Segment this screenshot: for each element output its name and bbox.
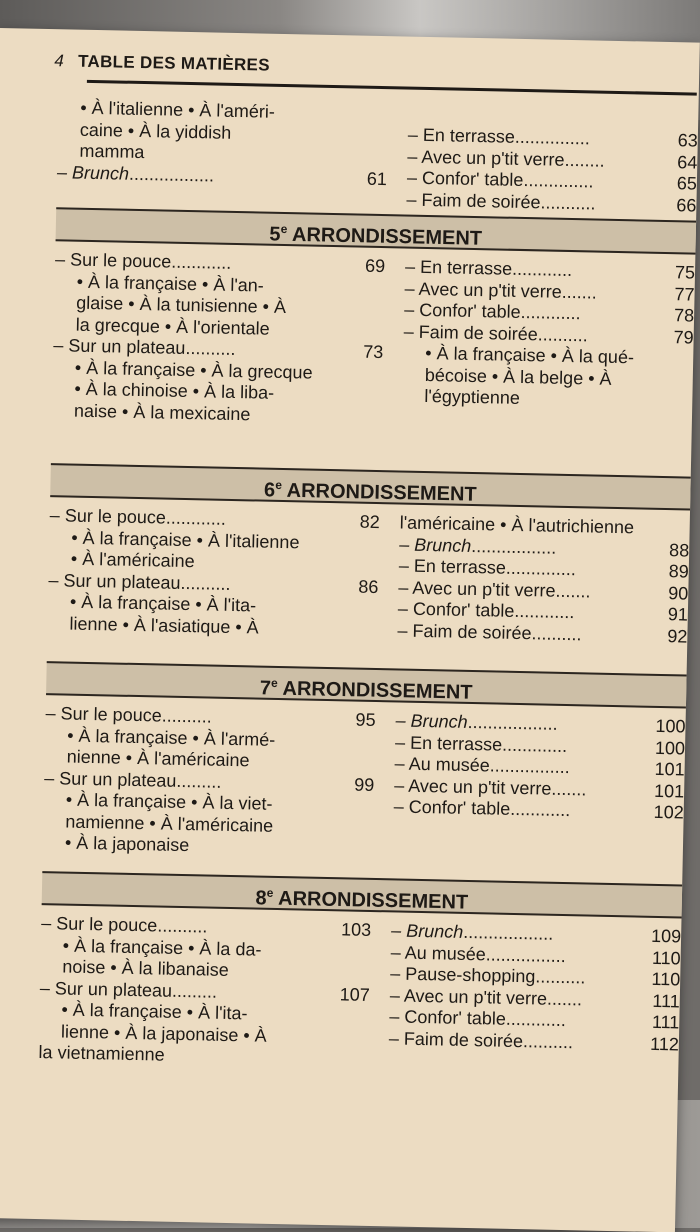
intro-block (56, 97, 699, 216)
toc-entry-label: – Confor' table (403, 299, 521, 322)
cuisine-list-continued: lienne • À la japonaise • À (60, 1020, 267, 1046)
right-column (389, 920, 682, 1055)
toc-page-number: 64 (677, 151, 698, 173)
intro-left-column (57, 97, 389, 190)
left-column (38, 913, 371, 1070)
leader-dots: .......... (535, 966, 586, 988)
toc-entry-label: – En terrasse (407, 124, 516, 147)
leader-dots: .......... (522, 1030, 574, 1052)
toc-entry-label: – Confor' table (397, 598, 515, 621)
toc-page-number: 88 (668, 539, 690, 561)
leader-dots: ............. (501, 734, 568, 756)
section-8e (38, 871, 682, 1101)
section-number-suffix: e (275, 477, 283, 493)
leader-dots: ............ (171, 251, 232, 273)
leader-dots: .......... (185, 337, 236, 359)
cuisine-list: • À l'italienne • À l'améri- (80, 97, 276, 122)
toc-entry-label: – Confor' table (406, 167, 524, 190)
section-number-suffix: e (270, 675, 278, 690)
cuisine-list-continued: • À l'américaine (70, 548, 195, 572)
leader-dots: .......... (161, 705, 212, 727)
leader-dots: ......... (171, 980, 218, 1002)
leader-dots: ............ (520, 301, 581, 324)
cuisine-list-continued: • À la chinoise • À la liba- (74, 378, 275, 403)
toc-entry-label: – Avec un p'tit verre (407, 146, 565, 170)
leader-dots: .......... (180, 572, 231, 594)
book-page (0, 28, 700, 1232)
toc-page-number: 112 (649, 1033, 680, 1054)
toc-page-number: 73 (363, 341, 384, 363)
cuisine-list: • À la française • À la viet- (65, 789, 273, 814)
section-header (46, 661, 687, 708)
toc-page-number: 69 (364, 255, 386, 277)
section-5e (51, 207, 696, 457)
leader-dots: .......... (531, 622, 582, 644)
leader-dots: ....... (555, 580, 591, 601)
toc-page-number: 101 (654, 758, 685, 780)
leader-dots: ......... (176, 770, 222, 792)
toc-page-number: 95 (355, 709, 376, 731)
toc-entry-label: – Au musée (390, 941, 486, 964)
toc-page-number: 103 (340, 919, 372, 940)
leader-dots: ............ (505, 1008, 567, 1031)
cuisine-list-continued: l'américaine • À l'autrichienne (399, 512, 635, 538)
leader-dots: ............ (510, 798, 571, 821)
toc-entry-label: – Brunch (390, 920, 464, 942)
cuisine-list-continued: naise • À la mexicaine (73, 400, 251, 424)
toc-page-number: 89 (668, 561, 689, 582)
toc-page-number: 101 (653, 780, 685, 801)
cuisine-list: • À la française • À l'armé- (66, 725, 276, 750)
leader-dots: ....... (551, 778, 587, 799)
toc-entry-label: – Sur un plateau (53, 335, 186, 358)
toc-entry-label: – Brunch (395, 710, 468, 732)
toc-entry-label: – En terrasse (404, 256, 513, 279)
toc-page-number: 86 (358, 576, 379, 597)
toc-entry-label: – Confor' table (393, 796, 511, 819)
toc-entry-label: – Faim de soirée (388, 1027, 524, 1051)
cuisine-list-continued: nienne • À l'américaine (66, 746, 250, 771)
toc-page-number: 99 (354, 774, 375, 795)
cuisine-list: • À la française • À l'italienne (71, 527, 300, 552)
toc-page-number: 102 (653, 801, 684, 823)
cuisine-list-continued: bécoise • À la belge • À (424, 364, 612, 389)
section-6e (47, 463, 690, 648)
left-column (43, 703, 376, 860)
toc-entry-label: – Sur le pouce (54, 249, 172, 272)
leader-dots: ............ (511, 258, 573, 281)
section-header (50, 463, 691, 510)
cuisine-list-continued: lienne • À l'asiatique • À (69, 613, 259, 638)
toc-entry-label: – Au musée (394, 753, 490, 776)
leader-dots: ........... (540, 191, 596, 214)
leader-dots: ................. (471, 535, 557, 558)
page-title: TABLE DES MATIÈRES (77, 51, 271, 75)
toc-entry-label: – Sur le pouce (45, 703, 162, 726)
cuisine-list-continued: la vietnamienne (38, 1042, 165, 1065)
leader-dots: ............ (165, 507, 227, 529)
cuisine-list: • À la française • À la da- (62, 935, 262, 960)
toc-entry-label: – Avec un p'tit verre (404, 278, 563, 302)
cuisine-list-continued: namienne • À l'américaine (65, 811, 274, 836)
right-column (402, 257, 695, 414)
toc-entry-label: – En terrasse (398, 555, 507, 578)
cuisine-list-continued: • À la japonaise (64, 832, 190, 856)
leader-dots: ................ (489, 755, 570, 778)
toc-entry-label: – Avec un p'tit verre (389, 984, 548, 1009)
intro-right-column (406, 125, 698, 217)
leader-dots: .......... (537, 323, 588, 345)
toc-entry-label: – Pause-shopping (390, 963, 536, 987)
leader-dots: ........ (564, 149, 605, 171)
cuisine-list: • À la française • À la grecque (74, 357, 313, 383)
cuisine-list-continued: caine • À la yiddish (79, 119, 232, 143)
toc-entry-label: – Faim de soirée (397, 619, 532, 643)
leader-dots: .............. (523, 169, 594, 192)
cuisine-list-continued: la grecque • À l'orientale (75, 314, 270, 339)
left-column (52, 249, 386, 428)
toc-page-number: 61 (366, 168, 388, 189)
toc-entry-label: – Brunch (56, 161, 130, 184)
section-title: ARRONDISSEMENT (277, 677, 473, 704)
toc-page-number: 107 (339, 983, 371, 1005)
toc-entry-label: – Confor' table (389, 1006, 507, 1029)
section-title: ARRONDISSEMENT (273, 887, 469, 914)
page-number: 4 (54, 51, 65, 71)
cuisine-list-continued: noise • À la libanaise (62, 956, 229, 980)
toc-page-number: 90 (668, 582, 689, 604)
leader-dots: .................. (467, 711, 558, 734)
section-number: 7 (259, 677, 272, 700)
cuisine-list: • À la française • À l'ita- (61, 999, 248, 1024)
toc-entry-label: – Sur le pouce (49, 505, 167, 528)
leader-dots: .......... (157, 915, 208, 937)
toc-page-number: 100 (654, 737, 686, 759)
toc-page-number: 82 (359, 511, 380, 533)
leader-dots: ....... (561, 281, 598, 303)
cuisine-list-continued: mamma (79, 140, 145, 163)
cuisine-list: • À la française • À la qué- (425, 342, 635, 368)
toc-entry-label: – En terrasse (394, 731, 503, 755)
section-number-suffix: e (266, 885, 274, 900)
toc-page-number: 100 (655, 715, 686, 737)
section-title: ARRONDISSEMENT (286, 223, 483, 250)
toc-page-number: 111 (651, 1011, 680, 1033)
leader-dots: ............ (514, 600, 575, 623)
toc-entry-label: – Brunch (399, 533, 472, 556)
toc-page-number: 78 (673, 305, 695, 326)
section-number: 5 (269, 223, 281, 246)
toc-entry-label: – Faim de soirée (403, 321, 538, 344)
section-number: 6 (263, 479, 276, 502)
toc-page-number: 79 (673, 326, 694, 348)
toc-page-number: 109 (650, 925, 682, 947)
toc-page-number: 65 (676, 173, 698, 194)
toc-page-number: 92 (667, 625, 688, 647)
cuisine-list: • À la française • À l'an- (76, 271, 265, 296)
right-column (397, 512, 690, 647)
toc-entry-label: – Sur le pouce (41, 913, 158, 936)
leader-dots: ............... (514, 126, 591, 149)
leader-dots: .................. (463, 921, 554, 944)
cuisine-list: • À la française • À l'ita- (69, 591, 257, 616)
toc-entry-label: – Sur un plateau (48, 569, 181, 593)
toc-entry-label: – Faim de soirée (406, 189, 541, 212)
left-column (47, 505, 380, 641)
toc-page-number: 110 (651, 968, 681, 990)
leader-dots: ................ (485, 943, 566, 966)
toc-page-number: 75 (674, 262, 696, 283)
section-number-suffix: e (280, 221, 288, 237)
toc-page-number: 111 (652, 990, 680, 1011)
running-head (54, 51, 270, 76)
section-title: ARRONDISSEMENT (281, 479, 477, 506)
leader-dots: ................. (128, 163, 215, 186)
toc-entry-label: – Avec un p'tit verre (394, 774, 552, 799)
toc-entry-label: – Sur un plateau (39, 977, 173, 1001)
section-7e (43, 661, 687, 866)
toc-page-number: 110 (651, 947, 681, 968)
toc-page-number: 91 (667, 604, 689, 625)
leader-dots: ....... (546, 988, 583, 1009)
toc-entry-label: – Avec un p'tit verre (398, 576, 556, 601)
section-header (42, 871, 683, 918)
toc-entry-label: – Sur un plateau (44, 767, 177, 791)
right-column (394, 710, 686, 824)
cuisine-list-continued: glaise • À la tunisienne • À (76, 292, 287, 318)
cuisine-list-continued: l'égyptienne (424, 385, 521, 408)
toc-page-number: 77 (674, 283, 695, 305)
section-number: 8 (255, 887, 267, 910)
header-rule (87, 80, 697, 96)
toc-page-number: 63 (677, 130, 699, 151)
leader-dots: .............. (505, 557, 577, 580)
toc-page-number: 66 (676, 194, 697, 216)
